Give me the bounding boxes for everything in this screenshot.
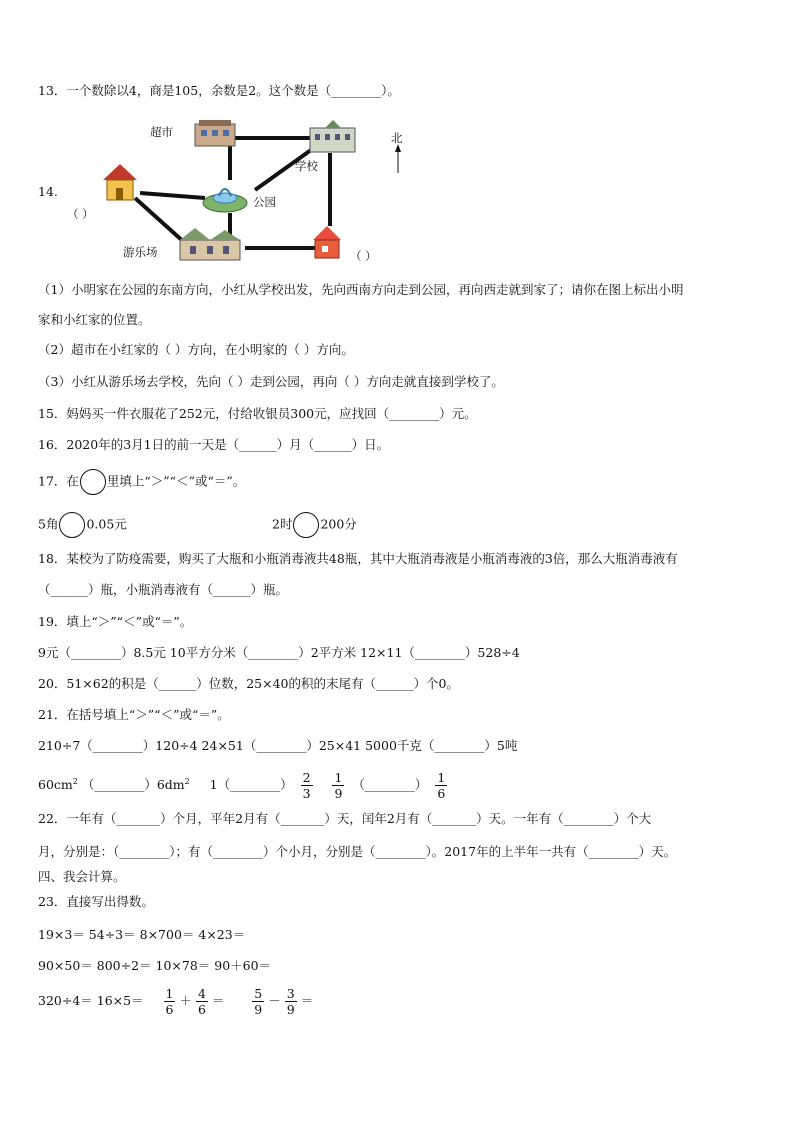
q17-a-right: 0.05元 [86, 516, 127, 532]
q21-blank-d: （________） [352, 777, 428, 793]
school-icon [310, 120, 355, 152]
question-17-item-b [272, 512, 357, 538]
q21-one-blank: 1（________） [209, 777, 293, 793]
fraction-1-6: $\frac{1}{6}$ [437, 770, 446, 802]
map-label-school: 学校 [295, 159, 318, 173]
q21-sup-a: 2 [72, 777, 78, 786]
question-13: 13．一个数除以4，商是105，余数是2。这个数是（________）。 [38, 83, 400, 98]
question-14-part-1-line-2: 家和小红家的位置。 [38, 312, 151, 327]
q23-fraction-5-9: $\frac{5}{9}$ [254, 986, 263, 1017]
question-15: 15．妈妈买一件衣服花了252元，付给收银员300元，应找回（________）元。 [38, 406, 477, 421]
question-19-items: 9元（________）8.5元 10平方分米（________）2平方米 12×11（________）528÷4 [38, 645, 520, 660]
q23-row3-text: 320÷4＝ 16×5＝ [38, 993, 144, 1008]
direction-map [67, 118, 425, 268]
plus-sign: ＋ [179, 993, 192, 1008]
question-14-part-3: （3）小红从游乐场去学校，先向（ ）走到公园，再向（ ）方向走就直接到学校了。 [38, 374, 504, 389]
question-17-prefix: 17．在 [38, 473, 79, 489]
compare-circle-b[interactable] [293, 512, 319, 538]
question-20: 20．51×62的积是（______）位数，25×40的积的末尾有（______）个0。 [38, 676, 459, 691]
north-arrow-icon [395, 144, 401, 173]
equals-sign: ＝ [211, 993, 225, 1008]
question-17-item-a [38, 512, 127, 538]
q17-a-left: 5角 [38, 516, 59, 532]
question-18-line-2: （______）瓶，小瓶消毒液有（______）瓶。 [38, 582, 289, 597]
red-house-icon [313, 226, 341, 258]
house-icon [103, 164, 137, 200]
compare-circle-a[interactable] [59, 512, 85, 538]
question-17-title [38, 469, 245, 495]
question-22-line-2: 月，分别是：（________）；有（________）个小月，分别是（________）。2017年的上半年一共有（________）天。 [38, 844, 677, 859]
map-label-north: 北 [391, 131, 403, 145]
compare-circle[interactable] [80, 469, 106, 495]
question-14-part-2: （2）超市在小红家的（ ）方向，在小明家的（ ）方向。 [38, 342, 354, 357]
q17-b-right: 200分 [320, 516, 357, 532]
fraction-1-9: $\frac{1}{9}$ [334, 770, 343, 802]
question-14-number: 14. [38, 184, 58, 199]
question-23-row-3 [38, 984, 313, 1018]
question-23-row-1: 19×3＝ 54÷3＝ 8×700＝ 4×23＝ [38, 927, 246, 942]
park-fountain-icon [203, 189, 247, 212]
minus-sign: － [268, 993, 281, 1008]
question-16: 16．2020年的3月1日的前一天是（______）月（______）日。 [38, 437, 390, 452]
q17-b-left: 2时 [272, 516, 293, 532]
map-label-supermarket: 超市 [150, 125, 173, 139]
question-18-line-1: 18．某校为了防疫需要，购买了大瓶和小瓶消毒液共48瓶，其中大瓶消毒液是小瓶消毒液的3倍，那么大瓶消毒液有 [38, 551, 678, 566]
question-21-row-2 [38, 765, 451, 802]
section-4-heading: 四、我会计算。 [38, 869, 126, 884]
q23-fraction-1-6: $\frac{1}{6}$ [165, 986, 174, 1017]
q21-60cm: 60cm [38, 777, 73, 793]
supermarket-icon [195, 120, 235, 146]
q23-fraction-4-6: $\frac{4}{6}$ [197, 986, 206, 1017]
map-blank-left: （ ） [67, 207, 94, 221]
question-14-part-1-line-1: （1）小明家在公园的东南方向，小红从学校出发，先向西南方向走到公园，再向西走就到家了；请你在图上标出小明 [38, 282, 684, 297]
q21-6dm: （________）6dm [81, 777, 185, 793]
question-21-row-1: 210÷7（________）120÷4 24×51（________）25×41 5000千克（________）5吨 [38, 738, 518, 753]
question-23-title: 23．直接写出得数。 [38, 894, 154, 909]
map-label-amusement: 游乐场 [123, 245, 158, 259]
question-21-title: 21．在括号填上“＞”“＜”或“＝”。 [38, 707, 230, 722]
question-22-line-1: 22．一年有（_______）个月，平年2月有（_______）天，闰年2月有（_______）天。一年有（________）个大 [38, 811, 652, 826]
fraction-2-3: $\frac{2}{3}$ [302, 770, 311, 802]
q23-fraction-3-9: $\frac{3}{9}$ [286, 986, 295, 1017]
question-17-suffix: 里填上“＞”“＜”或“＝”。 [106, 473, 246, 489]
question-23-row-2: 90×50＝ 800÷2＝ 10×78＝ 90＋60＝ [38, 958, 272, 973]
map-blank-right: （ ） [350, 249, 377, 263]
q21-sup-b: 2 [184, 777, 190, 786]
map-label-park: 公园 [253, 195, 276, 209]
question-19-title: 19．填上“＞”“＜”或“＝”。 [38, 614, 193, 629]
equals-sign-2: ＝ [300, 993, 314, 1008]
